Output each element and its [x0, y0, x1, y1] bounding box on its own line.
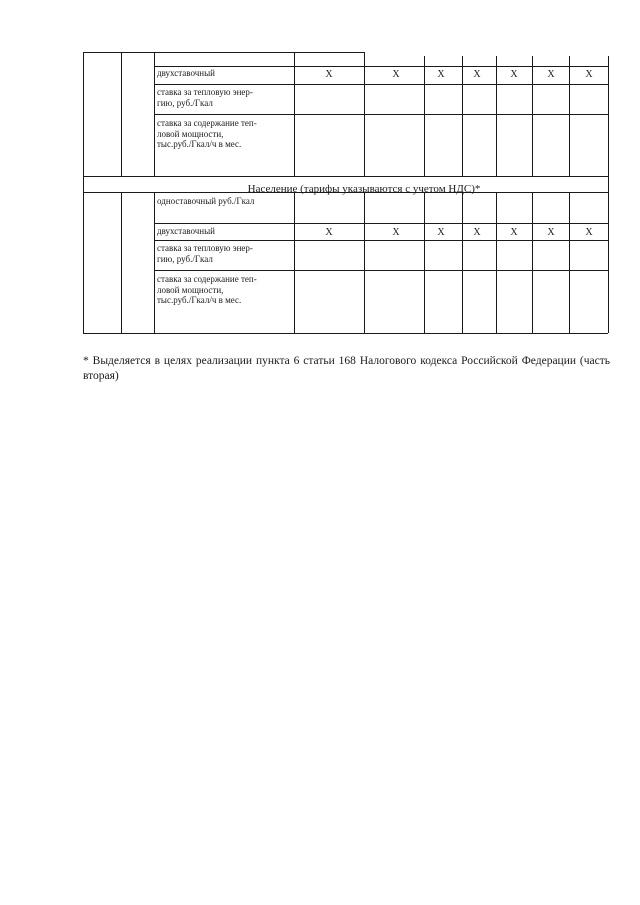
table-rule — [569, 56, 570, 176]
table-rule — [496, 192, 497, 333]
upper-x-mark: X — [437, 69, 445, 80]
table-rule — [569, 192, 570, 333]
table-rule — [532, 56, 533, 176]
lower-x-mark: X — [437, 227, 445, 238]
table-right-edge — [608, 192, 609, 333]
table-rule — [364, 192, 365, 333]
footnote: * Выделяется в целях реализации пункта 6 статьи 168 Налогового кодекса Российской Федерации (часть вторая) — [83, 355, 610, 382]
table-row-rule — [83, 176, 608, 177]
lower-x-mark: X — [325, 227, 333, 238]
lower-one-rate-label: одноставочный руб./Гкал — [157, 196, 255, 206]
lower-x-mark: X — [473, 227, 481, 238]
table-row-rule — [154, 84, 608, 85]
upper-capacity-rate-label: ставка за содержание теп- ловой мощности, тыс.руб./Гкал/ч в мес. — [157, 118, 257, 149]
table-right-edge — [608, 56, 609, 176]
lower-x-mark: X — [392, 227, 400, 238]
table-rule — [424, 192, 425, 333]
table-row-rule — [154, 223, 608, 224]
lower-x-mark: X — [547, 227, 555, 238]
table-rule — [294, 192, 295, 333]
upper-x-mark: X — [473, 69, 481, 80]
table-rule — [154, 52, 155, 176]
population-section-header: Население (тарифы указываются с учетом НДС)* — [247, 183, 481, 195]
table-rule — [154, 192, 155, 333]
lower-x-mark: X — [585, 227, 593, 238]
table-top-rule — [83, 52, 364, 53]
lower-energy-rate-label: ставка за тепловую энер- гию, руб./Гкал — [157, 243, 253, 264]
upper-energy-rate-label: ставка за тепловую энер- гию, руб./Гкал — [157, 87, 253, 108]
upper-two-rate-label: двухставочный — [157, 68, 215, 78]
upper-x-mark: X — [392, 69, 400, 80]
table-rule — [462, 192, 463, 333]
lower-capacity-rate-label: ставка за содержание теп- ловой мощности, тыс.руб./Гкал/ч в мес. — [157, 274, 257, 305]
upper-x-mark: X — [510, 69, 518, 80]
table-rule — [462, 56, 463, 176]
table-bottom-rule — [83, 333, 608, 334]
table-row-rule — [154, 270, 608, 271]
upper-x-mark: X — [325, 69, 333, 80]
table-left-edge — [83, 192, 84, 333]
upper-x-mark: X — [585, 69, 593, 80]
upper-x-mark: X — [547, 69, 555, 80]
table-rule — [121, 52, 122, 176]
table-left-edge — [83, 176, 84, 192]
table-row-rule — [154, 114, 608, 115]
table-row-rule — [154, 66, 608, 67]
table-rule — [121, 192, 122, 333]
lower-two-rate-label: двухставочный — [157, 226, 215, 236]
table-left-edge — [83, 52, 84, 176]
table-row-rule — [154, 240, 608, 241]
table-rule — [294, 52, 295, 176]
table-right-edge — [608, 176, 609, 192]
table-rule — [364, 52, 365, 176]
lower-x-mark: X — [510, 227, 518, 238]
table-rule — [424, 56, 425, 176]
table-rule — [532, 192, 533, 333]
table-rule — [496, 56, 497, 176]
